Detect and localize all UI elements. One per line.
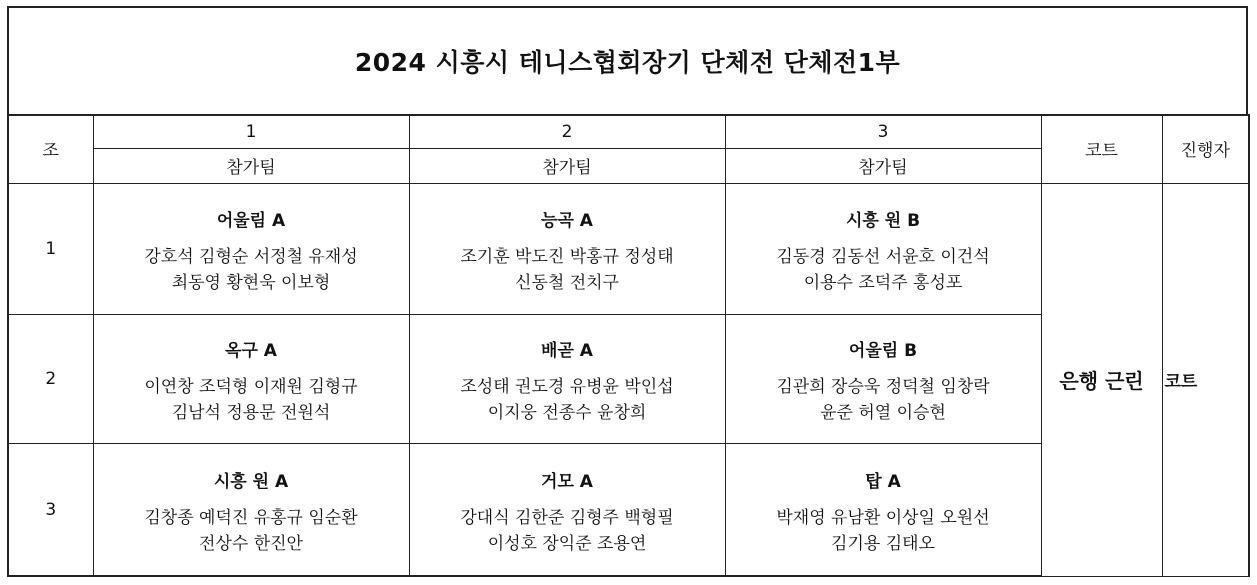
team-members — [94, 501, 409, 557]
team-label-3: 참가팀 — [725, 149, 1041, 183]
members-line: 강대식 김한준 김형주 백형필 — [460, 507, 674, 528]
title-box — [7, 6, 1248, 116]
team-cell — [725, 444, 1041, 576]
court-header: 코트 — [1041, 115, 1162, 184]
team-name: 거모 A — [541, 471, 593, 492]
members-line: 조기훈 박도진 박홍규 정성태 — [460, 246, 674, 267]
members-line: 김관희 장승욱 정덕철 임창락 — [776, 377, 990, 398]
members-line: 이연창 조덕형 이재원 김형규 — [144, 377, 358, 398]
host-cell — [1162, 183, 1249, 576]
slot-header-2: 2 — [409, 115, 725, 149]
group-header: 조 — [8, 115, 93, 184]
team-members — [94, 370, 409, 426]
members-line: 김기용 김태오 — [831, 533, 935, 554]
page-title: 2024 시흥시 테니스협회장기 단체전 단체전1부 — [354, 48, 901, 77]
team-members — [726, 370, 1041, 426]
team-cell — [93, 314, 409, 443]
team-cell — [725, 314, 1041, 443]
team-name: 시흥 원 B — [845, 210, 921, 231]
host-header: 진행자 — [1162, 115, 1249, 184]
team-label-2: 참가팀 — [409, 149, 725, 183]
team-members — [726, 501, 1041, 557]
team-cell — [93, 444, 409, 576]
team-name: 능곡 A — [541, 210, 593, 231]
slot-header-3: 3 — [725, 115, 1041, 149]
team-members — [410, 501, 725, 557]
court-value: 은행 근린 — [1059, 369, 1144, 394]
members-line: 조성태 권도경 유병윤 박인섭 — [460, 377, 674, 398]
team-members — [410, 370, 725, 426]
court-cell — [1041, 183, 1162, 576]
group-table — [7, 114, 1250, 577]
team-label-1: 참가팀 — [93, 149, 409, 183]
team-name: 시흥 원 A — [213, 471, 289, 492]
team-members — [94, 240, 409, 296]
group-number: 1 — [8, 183, 93, 314]
group-number: 3 — [8, 444, 93, 576]
slot-header-1: 1 — [93, 115, 409, 149]
team-name: 탑 A — [865, 471, 901, 492]
team-members — [726, 240, 1041, 296]
members-line: 김동경 김동선 서윤호 이건석 — [776, 246, 990, 267]
team-cell — [409, 444, 725, 576]
team-cell — [93, 183, 409, 314]
members-line: 이지웅 전종수 윤창희 — [487, 403, 647, 424]
members-line: 이성호 장익준 조용연 — [487, 533, 647, 554]
members-line: 강호석 김형순 서정철 유재성 — [144, 246, 358, 267]
team-name: 옥구 A — [225, 341, 277, 362]
group-number: 2 — [8, 314, 93, 443]
members-line: 김창종 예덕진 유홍규 임순환 — [144, 507, 358, 528]
team-name: 어울림 A — [216, 210, 286, 231]
court-suffix: 코트 — [1164, 372, 1198, 393]
members-line: 김남석 정용문 전원석 — [171, 403, 331, 424]
members-line: 박재영 유남환 이상일 오원선 — [776, 507, 990, 528]
team-members — [410, 240, 725, 296]
members-line: 윤준 허열 이승현 — [820, 403, 946, 424]
members-line: 신동철 전치구 — [515, 272, 619, 293]
team-cell — [409, 183, 725, 314]
members-line: 이용수 조덕주 홍성포 — [803, 272, 963, 293]
team-name: 어울림 B — [848, 341, 918, 362]
bracket-sheet — [7, 6, 1248, 577]
group-row — [8, 183, 1249, 314]
team-cell — [725, 183, 1041, 314]
team-cell — [409, 314, 725, 443]
members-line: 최동영 황현욱 이보형 — [171, 272, 331, 293]
team-name: 배곧 A — [541, 341, 593, 362]
members-line: 전상수 한진안 — [199, 533, 303, 554]
